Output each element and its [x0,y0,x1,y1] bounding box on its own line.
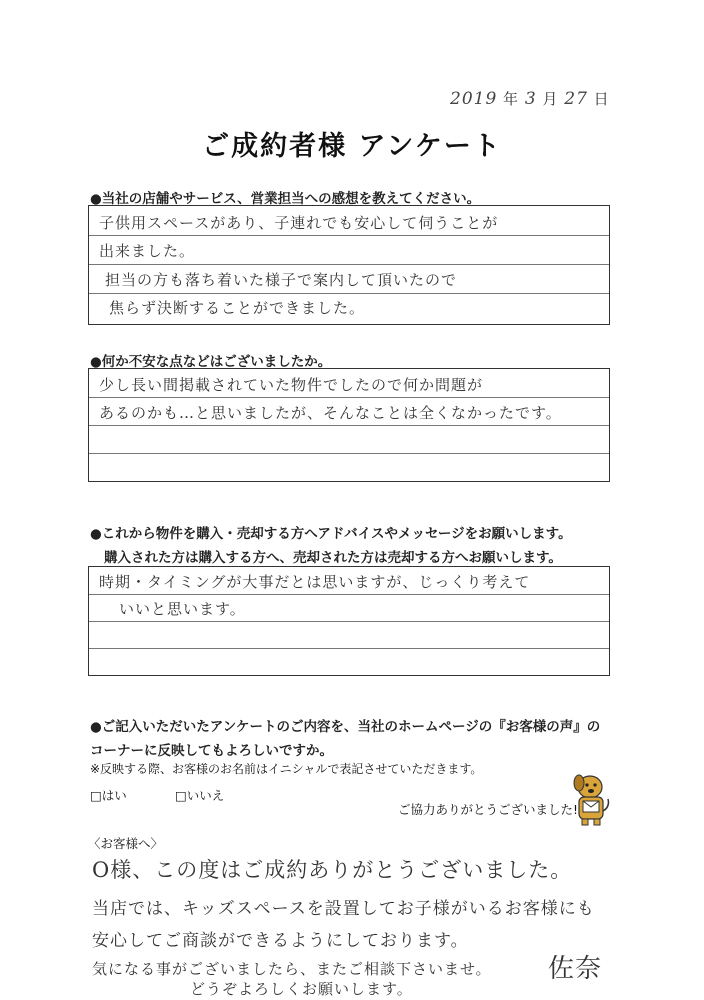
message-line-3: 安心してご商談ができるようにしております。 [92,931,469,951]
answer-box-2 [88,368,610,482]
answer-box-1 [88,205,610,325]
answer-2-line-2: あるのかも…と思いましたが、そんなことは全くなかったです。 [99,404,562,422]
question-1: ●当社の店舗やサービス、営業担当への感想を教えてください。 [90,191,481,207]
page-title: ご成約者様 アンケート [202,131,502,162]
question-3-sub: 購入された方は購入する方へ、売却された方は売却する方へお願いします。 [104,550,562,566]
question-4-line-2: コーナーに反映してもよろしいですか。 [90,743,333,759]
answer-1-line-1: 子供用スペースがあり、子連れでも安心して伺うことが [99,214,499,232]
date-day-unit: 日 [593,90,610,108]
dog-mascot-icon [570,773,614,829]
thanks-text: ご協力ありがとうございました! [398,802,579,817]
option-no[interactable]: □いいえ [175,788,225,803]
answer-1-line-2: 出来ました。 [99,242,196,260]
message-line-2: 当店では、キッズスペースを設置してお子様がいるお客様にも [92,899,595,919]
date-month: 3 [524,89,537,109]
date [450,88,610,109]
message-label: 〈お客様へ〉 [88,836,164,851]
question-4-line-1: ●ご記入いただいたアンケートのご内容を、当社のホームページの『お客様の声』の [90,719,601,735]
answer-2-line-1: 少し長い間掲載されていた物件でしたので何か問題が [99,376,484,394]
answer-3-line-2: いいと思います。 [119,600,246,618]
date-year: 2019 [450,89,498,109]
signature: 佐奈 [548,954,603,984]
question-2: ●何か不安な点などはございましたか。 [90,354,332,370]
date-year-unit: 年 [503,90,520,108]
option-yes[interactable]: □はい [90,788,127,803]
date-day: 27 [564,89,588,109]
question-3: ●これから物件を購入・売却する方へアドバイスやメッセージをお願いします。 [90,526,572,542]
answer-1-line-3: 担当の方も落ち着いた様子で案内して頂いたので [105,271,458,289]
message-line-5: どうぞよろしくお願いします。 [190,980,413,998]
answer-3-line-1: 時期・タイミングが大事だとは思いますが、じっくり考えて [99,573,531,591]
date-month-unit: 月 [542,90,559,108]
answer-box-3 [88,566,610,676]
message-line-1: O様、この度はご成約ありがとうございました。 [92,858,573,882]
message-line-4: 気になる事がございましたら、またご相談下さいませ。 [92,960,492,978]
answer-1-line-4: 焦らず決断することができました。 [109,299,366,317]
reflect-note: ※反映する際、お客様のお名前はイニシャルで表記させていただきます。 [90,762,483,776]
